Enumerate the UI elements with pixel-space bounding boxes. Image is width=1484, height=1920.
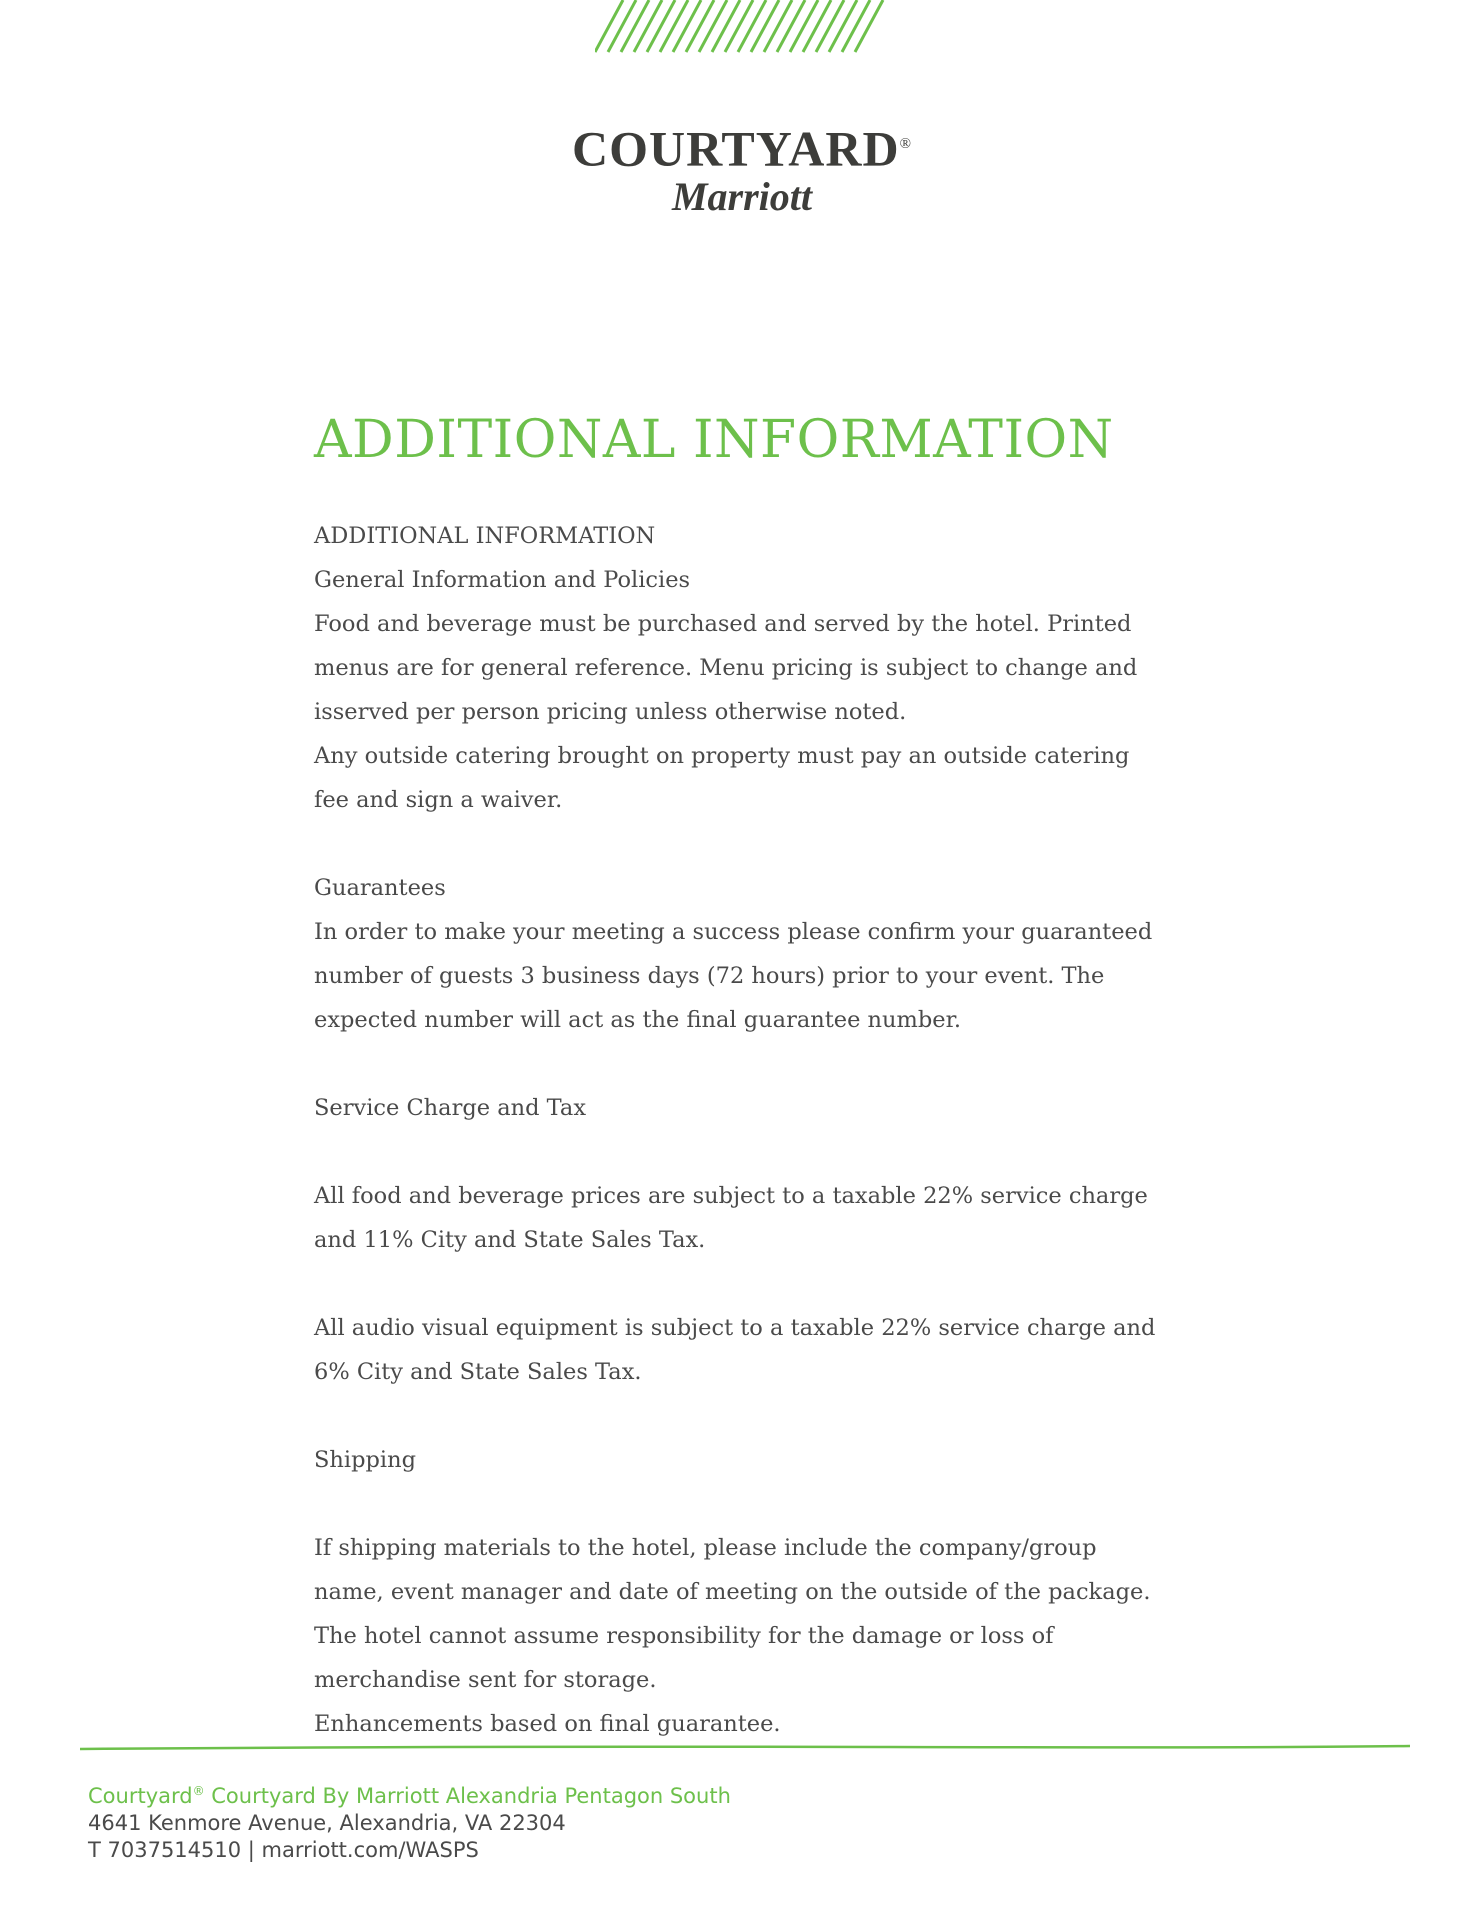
text-line: Guarantees xyxy=(314,875,446,901)
footer-contact: T 7037514510 | marriott.com/WASPS xyxy=(88,1838,479,1862)
blank-line xyxy=(314,1130,1194,1174)
blank-line xyxy=(314,1394,1194,1438)
footer xyxy=(88,1778,731,1864)
text-line: menus are for general reference. Menu pricing is subject to change and xyxy=(314,655,1138,681)
text-line: Any outside catering brought on property must pay an outside catering xyxy=(314,743,1130,769)
blank-line xyxy=(314,1262,1194,1306)
footer-hotel-name: Courtyard® Courtyard By Marriott Alexandria Pentagon South xyxy=(88,1784,731,1808)
text-line: Enhancements based on final guarantee. xyxy=(314,1711,781,1737)
blank-line xyxy=(314,822,1194,866)
text-line: The hotel cannot assume responsibility for the damage or loss of xyxy=(314,1623,1054,1649)
page-title: ADDITIONAL INFORMATION xyxy=(314,410,1114,470)
courtyard-marriott-logo xyxy=(0,118,1484,219)
text-line: fee and sign a waiver. xyxy=(314,787,563,813)
text-line: and 11% City and State Sales Tax. xyxy=(314,1227,706,1253)
text-line: name, event manager and date of meeting on the outside of the package. xyxy=(314,1579,1151,1605)
footer-address: 4641 Kenmore Avenue, Alexandria, VA 22304 xyxy=(88,1811,566,1835)
text-line: General Information and Policies xyxy=(314,567,691,593)
blank-line xyxy=(314,1482,1194,1526)
text-line: number of guests 3 business days (72 hours) prior to your event. The xyxy=(314,963,1105,989)
text-line: merchandise sent for storage. xyxy=(314,1667,657,1693)
decorative-stripes xyxy=(595,0,895,56)
text-line: ADDITIONAL INFORMATION xyxy=(314,523,656,549)
logo-marriott-wordmark: Marriott xyxy=(671,173,813,219)
text-line: Food and beverage must be purchased and served by the hotel. Printed xyxy=(314,611,1132,637)
text-line: expected number will act as the final guarantee number. xyxy=(314,1007,962,1033)
text-line: If shipping materials to the hotel, please include the company/group xyxy=(314,1535,1097,1561)
text-line: Service Charge and Tax xyxy=(314,1095,587,1121)
text-line: Shipping xyxy=(314,1447,416,1473)
footer-divider xyxy=(80,1744,1410,1752)
text-line: In order to make your meeting a success please confirm your guaranteed xyxy=(314,919,1153,945)
logo-courtyard-wordmark: COURTYARD® xyxy=(571,120,913,177)
policy-text xyxy=(314,514,1194,1746)
blank-line xyxy=(314,1042,1194,1086)
text-line: All audio visual equipment is subject to a taxable 22% service charge and xyxy=(314,1315,1156,1341)
text-line: All food and beverage prices are subject to a taxable 22% service charge xyxy=(314,1183,1148,1209)
text-line: 6% City and State Sales Tax. xyxy=(314,1359,642,1385)
text-line: isserved per person pricing unless otherwise noted. xyxy=(314,699,907,725)
